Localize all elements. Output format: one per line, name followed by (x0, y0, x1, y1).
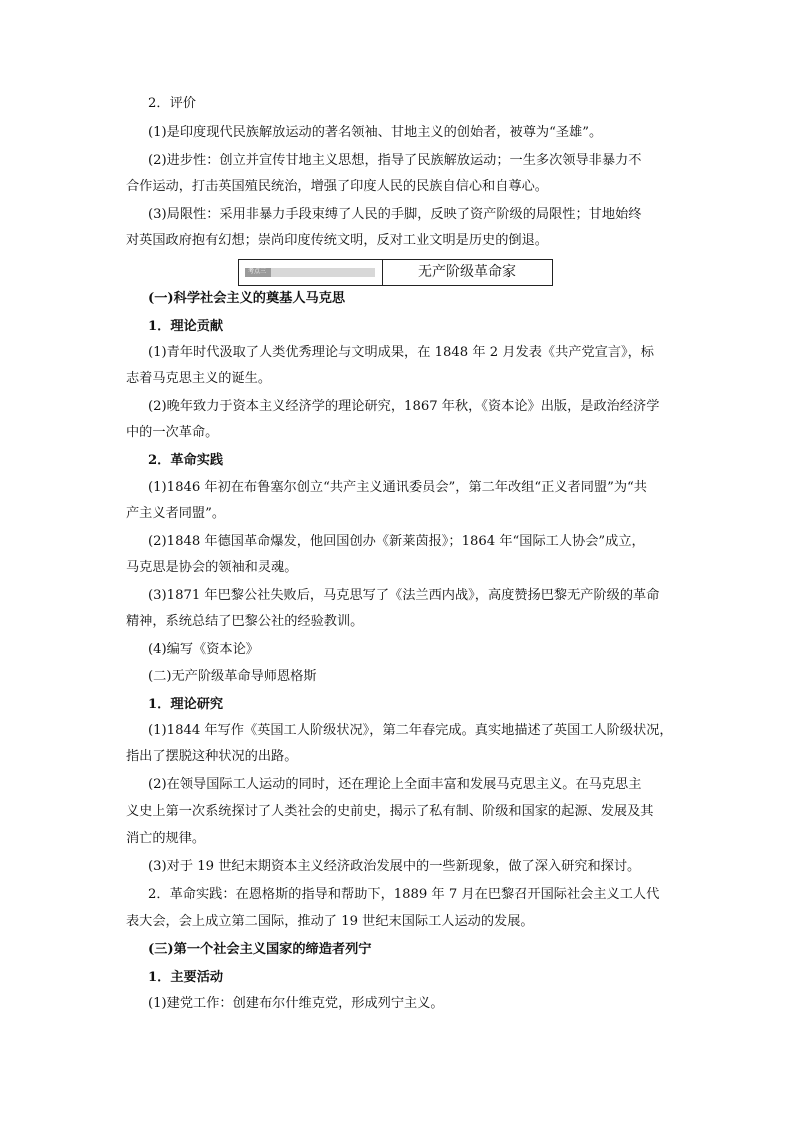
paragraph-line: 精神，系统总结了巴黎公社的经验教训。 (126, 614, 364, 629)
topic-badge (245, 268, 375, 277)
paragraph-line: (1)建党工作：创建布尔什维克党，形成列宁主义。 (148, 996, 444, 1011)
section-title-engels: (二)无产阶级革命导师恩格斯 (148, 669, 317, 684)
subheading-evaluation: 2．评价 (148, 96, 196, 111)
paragraph-line: 义史上第一次系统探讨了人类社会的史前史，揭示了私有制、阶级和国家的起源、发展及其 (126, 804, 654, 819)
paragraph-line: 志着马克思主义的诞生。 (126, 371, 272, 386)
paragraph-line: (2)在领导国际工人运动的同时，还在理论上全面丰富和发展马克思主义。在马克思主 (148, 777, 642, 792)
topic-header-box (238, 259, 553, 286)
paragraph-line: (2)1848 年德国革命爆发，他回国创办《新莱茵报》；1864 年“国际工人协会”成立， (148, 534, 645, 549)
paragraph-line: (1)是印度现代民族解放运动的著名领袖、甘地主义的创始者，被尊为“圣雄”。 (148, 125, 603, 140)
paragraph-line: 中的一次革命。 (126, 425, 219, 440)
paragraph-line: 消亡的规律。 (126, 831, 206, 846)
paragraph-line: (2)晚年致力于资本主义经济学的理论研究，1867 年秋，《资本论》出版，是政治经济学 (148, 399, 660, 414)
topic-badge-label: 考点三 (248, 268, 267, 275)
paragraph-line: (3)局限性：采用非暴力手段束缚了人民的手脚，反映了资产阶级的局限性；甘地始终 (148, 207, 642, 222)
paragraph-line: (3)1871 年巴黎公社失败后，马克思写了《法兰西内战》，高度赞扬巴黎无产阶级的革命 (148, 588, 660, 603)
paragraph-line: 2．革命实践：在恩格斯的指导和帮助下，1889 年 7 月在巴黎召开国际社会主义工人代 (148, 887, 660, 902)
subheading-practice: 2．革命实践 (148, 453, 224, 468)
paragraph-line: 对英国政府抱有幻想；崇尚印度传统文明，反对工业文明是历史的倒退。 (126, 233, 548, 248)
paragraph-line: (1)1846 年初在布鲁塞尔创立“共产主义通讯委员会”，第二年改组“正义者同盟”为“共 (148, 480, 647, 495)
paragraph-line: (2)进步性：创立并宣传甘地主义思想，指导了民族解放运动；一生多次领导非暴力不 (148, 153, 642, 168)
paragraph-line: (1)青年时代汲取了人类优秀理论与文明成果，在 1848 年 2 月发表《共产党宣言》，标 (148, 345, 654, 360)
subheading-theory: 1．理论贡献 (148, 319, 224, 334)
paragraph-line: (1)1844 年写作《英国工人阶级状况》，第二年春完成。真实地描述了英国工人阶级状况， (148, 723, 673, 738)
section-title-marx: (一)科学社会主义的奠基人马克思 (148, 291, 346, 306)
paragraph-line: (3)对于 19 世纪末期资本主义经济政治发展中的一些新现象，做了深入研究和探讨。 (148, 859, 641, 874)
paragraph-line: 指出了摆脱这种状况的出路。 (126, 749, 298, 764)
paragraph-line: 表大会，会上成立第二国际，推动了 19 世纪末国际工人运动的发展。 (126, 914, 534, 929)
paragraph-line: 产主义者同盟”。 (126, 506, 226, 521)
topic-badge-cell (239, 260, 383, 285)
topic-title: 无产阶级革命家 (418, 264, 516, 280)
paragraph-line: 马克思是协会的领袖和灵魂。 (126, 560, 298, 575)
paragraph-line: (4)编写《资本论》 (148, 642, 259, 657)
subheading-research: 1．理论研究 (148, 697, 224, 712)
paragraph-line: 合作运动，打击英国殖民统治，增强了印度人民的民族自信心和自尊心。 (126, 179, 548, 194)
section-title-lenin: (三)第一个社会主义国家的缔造者列宁 (148, 942, 372, 957)
subheading-activities: 1．主要活动 (148, 970, 224, 985)
